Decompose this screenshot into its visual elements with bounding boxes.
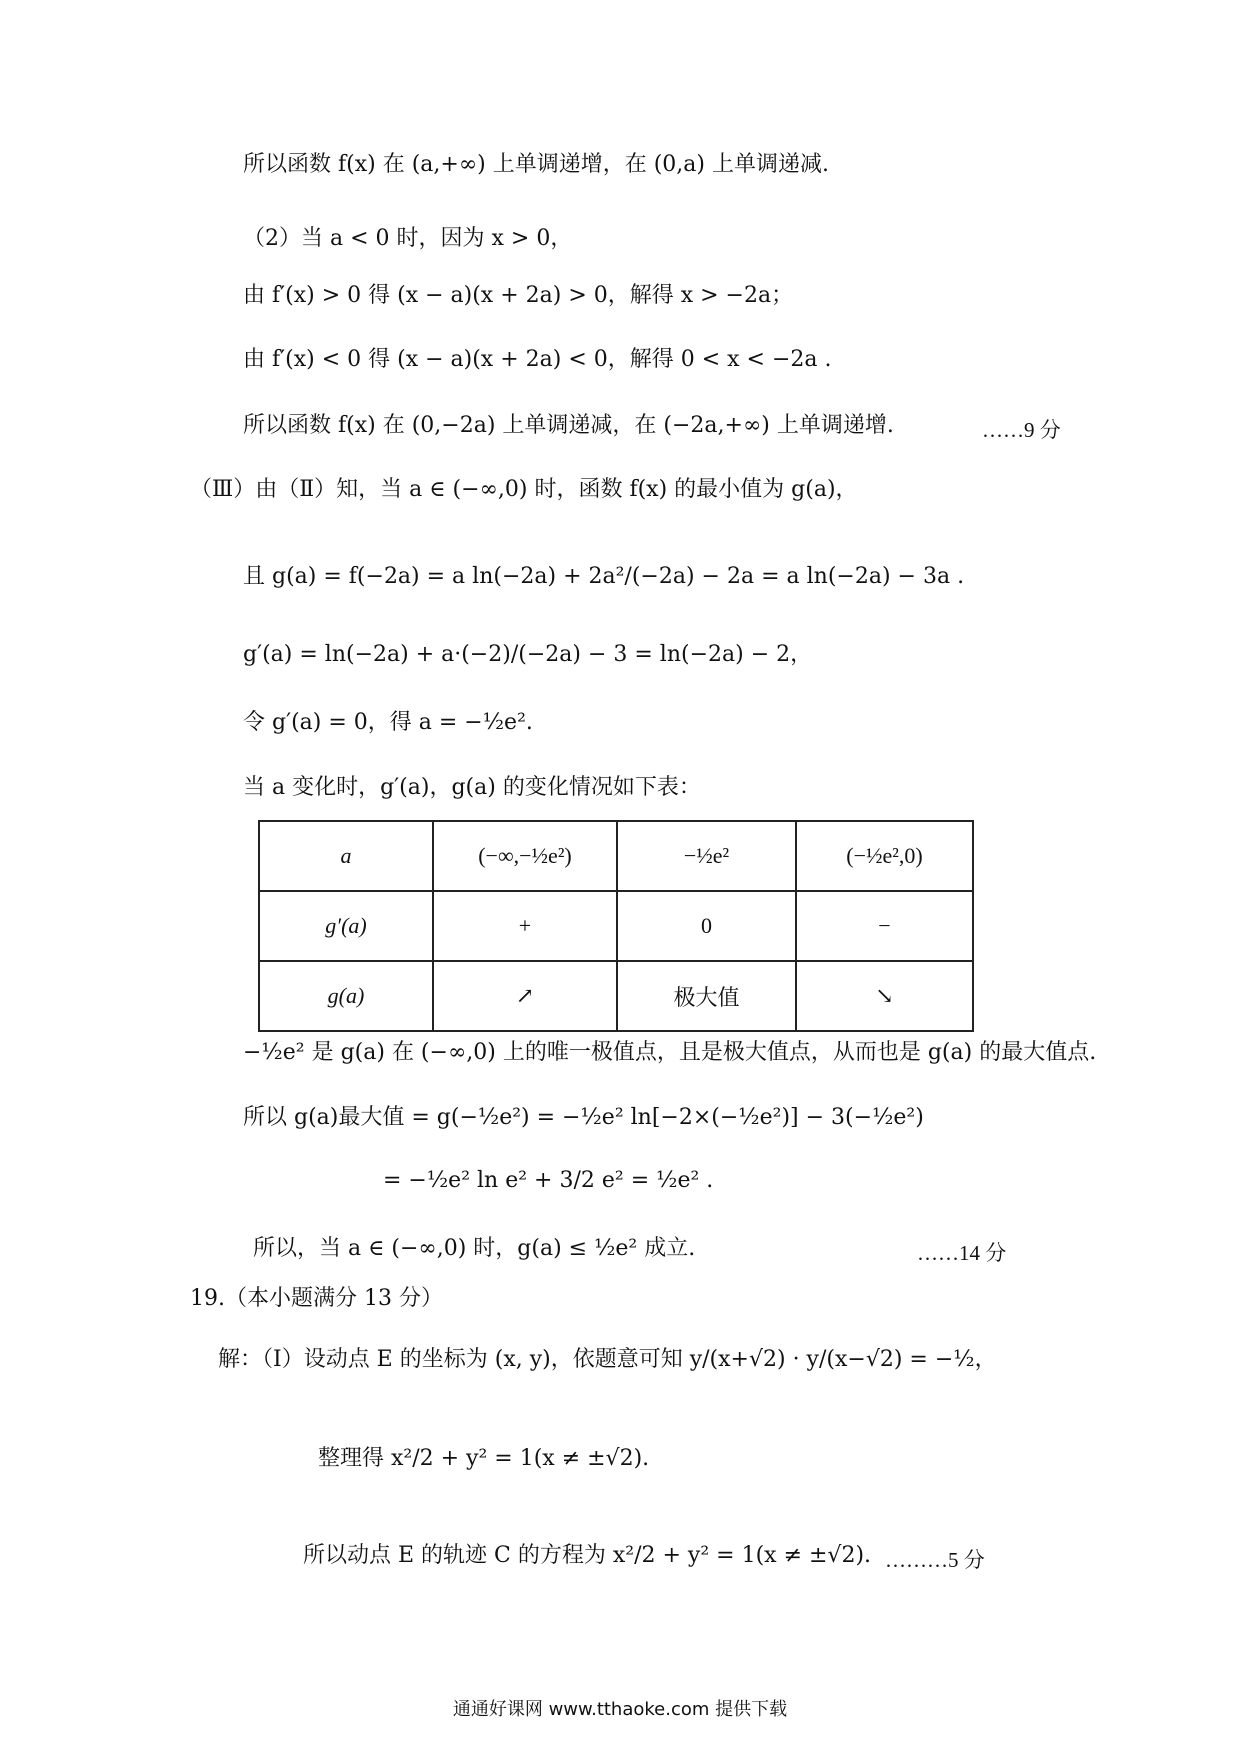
line-13: = −½e² ln e² + 3/2 e² = ½e² .	[383, 1168, 714, 1193]
line-16: 解：（Ⅰ）设动点 E 的坐标为 (x, y)，依题意可知 y/(x+√2) · y/(x−√2) = −½，	[218, 1347, 997, 1372]
score-14: ……14 分	[917, 1241, 1007, 1265]
table-row	[259, 891, 973, 961]
line-6: （Ⅲ）由（Ⅱ）知，当 a ∈ (−∞,0) 时，函数 f(x) 的最小值为 g(a)，	[190, 477, 858, 502]
table-cell: ↘	[796, 961, 973, 1031]
table-cell: 极大值	[617, 961, 796, 1031]
line-10: 当 a 变化时，g′(a)，g(a) 的变化情况如下表：	[243, 775, 701, 800]
table-cell: a	[259, 821, 433, 891]
line-7: 且 g(a) = f(−2a) = a ln(−2a) + 2a²/(−2a) − 2a = a ln(−2a) − 3a .	[243, 564, 965, 589]
table-row	[259, 821, 973, 891]
table-cell: −½e²	[617, 821, 796, 891]
line-11: −½e² 是 g(a) 在 (−∞,0) 上的唯一极值点，且是极大值点，从而也是 g(a) 的最大值点.	[243, 1040, 1097, 1065]
line-3: 由 f′(x) > 0 得 (x − a)(x + 2a) > 0，解得 x > −2a；	[243, 283, 794, 308]
line-12: 所以 g(a)最大值 = g(−½e²) = −½e² ln[−2×(−½e²)] − 3(−½e²)	[243, 1105, 924, 1130]
table-cell: ↗	[433, 961, 617, 1031]
line-4: 由 f′(x) < 0 得 (x − a)(x + 2a) < 0，解得 0 < x < −2a .	[243, 347, 832, 372]
line-14: 所以，当 a ∈ (−∞,0) 时，g(a) ≤ ½e² 成立.	[253, 1236, 696, 1261]
line-1: 所以函数 f(x) 在 (a,+∞) 上单调递增，在 (0,a) 上单调递减.	[243, 152, 829, 177]
table-row	[259, 961, 973, 1031]
table-cell: (−∞,−½e²)	[433, 821, 617, 891]
score-5: ………5 分	[885, 1548, 985, 1572]
table-cell: (−½e²,0)	[796, 821, 973, 891]
line-2: （2）当 a < 0 时，因为 x > 0，	[243, 226, 573, 251]
table-cell: +	[433, 891, 617, 961]
footer: 通通好课网 www.tthaoke.com 提供下载	[452, 1699, 788, 1720]
line-8: g′(a) = ln(−2a) + a·(−2)/(−2a) − 3 = ln(−2a) − 2，	[243, 642, 813, 667]
table-cell: −	[796, 891, 973, 961]
table-cell: 0	[617, 891, 796, 961]
line-17: 整理得 x²/2 + y² = 1(x ≠ ±√2).	[318, 1446, 650, 1471]
table-cell: g′(a)	[259, 891, 433, 961]
line-15: 19.（本小题满分 13 分）	[190, 1286, 443, 1311]
line-5: 所以函数 f(x) 在 (0,−2a) 上单调递减，在 (−2a,+∞) 上单调递增.	[243, 413, 894, 438]
variation-table	[258, 820, 974, 1032]
line-9: 令 g′(a) = 0，得 a = −½e².	[243, 710, 533, 735]
score-9: ……9 分	[982, 418, 1061, 442]
line-18: 所以动点 E 的轨迹 C 的方程为 x²/2 + y² = 1(x ≠ ±√2).	[303, 1543, 872, 1568]
table-cell: g(a)	[259, 961, 433, 1031]
